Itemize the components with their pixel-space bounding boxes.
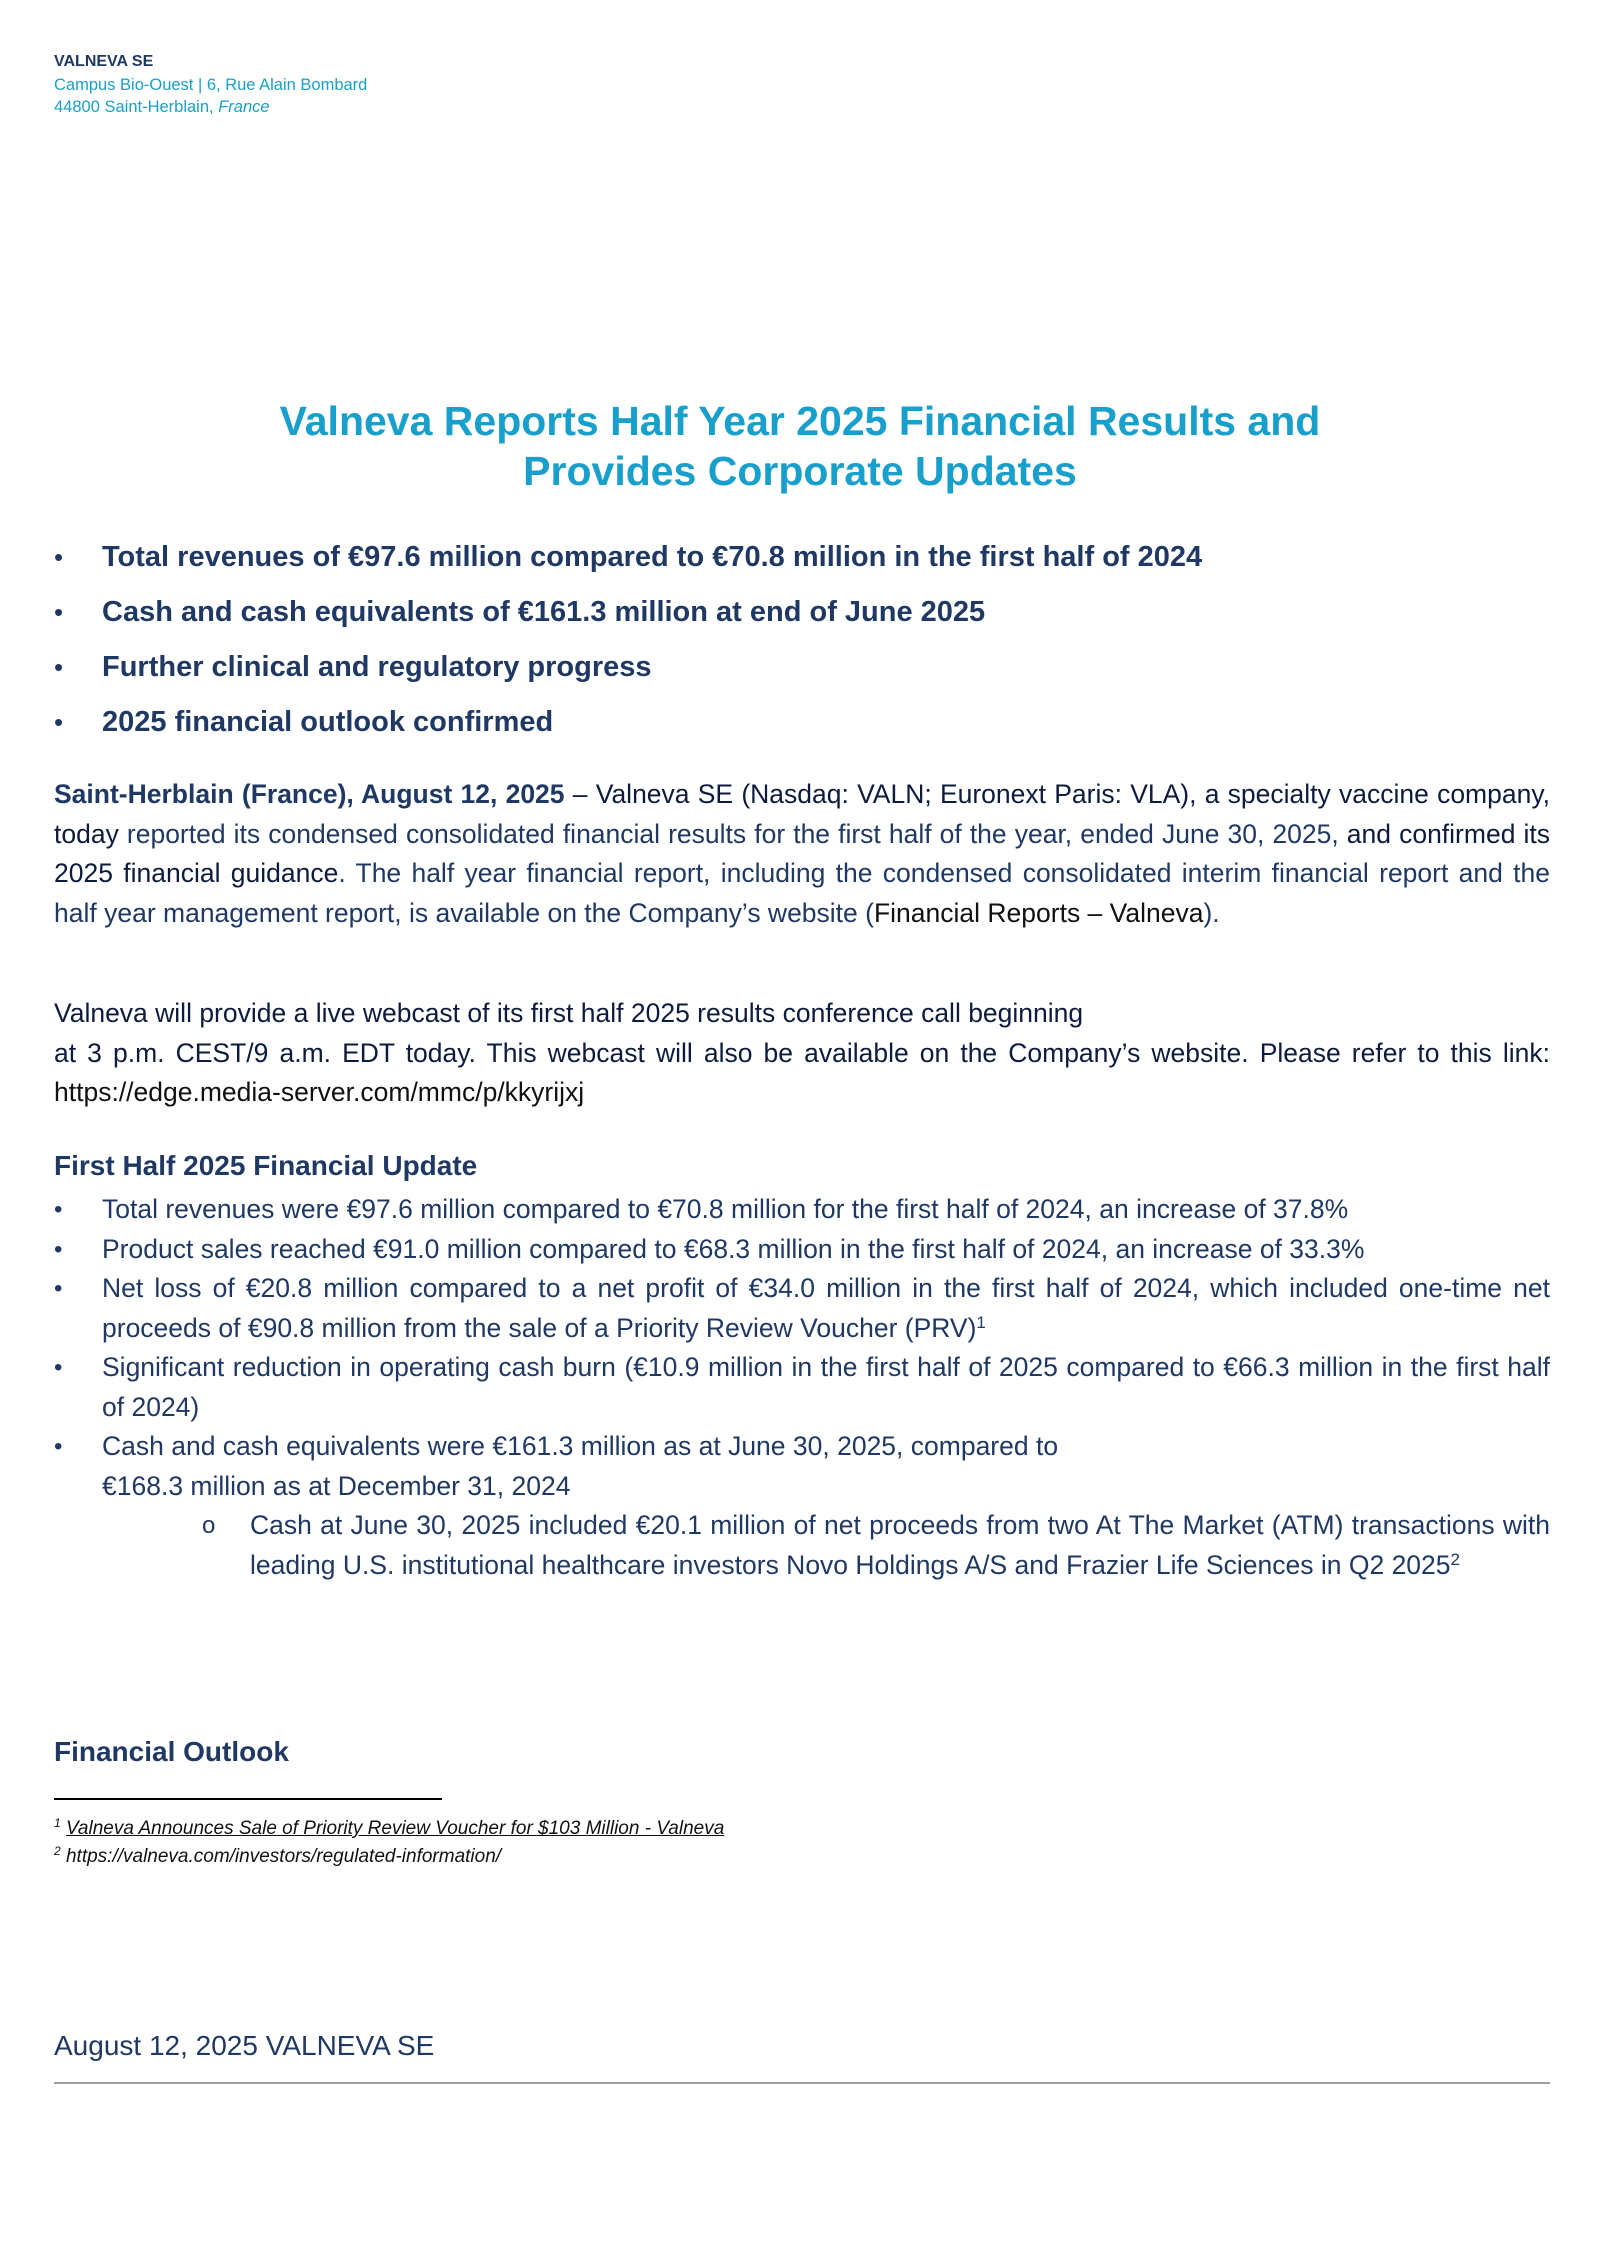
highlight-item: • Further clinical and regulatory progress [54, 640, 1554, 695]
address-line-2 [54, 98, 270, 117]
first-half-heading: First Half 2025 Financial Update [54, 1150, 478, 1181]
footnote-1: $^1$ Valneva Announces Sale of Priority Review Voucher for $103 Million - Valneva [54, 1816, 725, 1839]
bullet-icon: • [54, 1196, 63, 1223]
footnote-ref-1[interactable]: 1 [976, 1312, 986, 1332]
footer-divider [54, 2082, 1550, 2084]
page-title [0, 396, 1600, 496]
sub-bullet-icon: o [202, 1512, 216, 1539]
sub-list-item: o Cash at June 30, 2025 included €20.1 million of net proceeds from two At The Market (ATM) transactions with leading U.S. institutional healthcare investors Novo Holdings A/S and Frazier Life Sciences in Q2 2025$^2$ [202, 1506, 1550, 1585]
bullet-icon: • [54, 707, 64, 737]
webcast-paragraph: Valneva will provide a live webcast of its first half 2025 results conference call beginning at 3 p.m. CEST/9 a.m. EDT today. This webcast will also be available on the Company’s website. Please refer to this link: https://edge.media-server.com/mmc/p/kkyrijxj [54, 998, 1550, 1107]
footnote-2-text: https://valneva.com/investors/regulated-information/ [65, 1846, 502, 1867]
list-item: • Significant reduction in operating cash burn (€10.9 million in the first half of 2025 compared to €66.3 million in the first half of 2024) [54, 1348, 1550, 1427]
first-half-list [54, 1190, 1550, 1585]
address-line-1: Campus Bio-Ouest | 6, Rue Alain Bombard [54, 76, 368, 94]
footnote-1-link[interactable]: Valneva Announces Sale of Priority Review Voucher for $103 Million - Valneva [65, 1818, 725, 1839]
bullet-icon: • [54, 542, 64, 572]
highlight-item: • Total revenues of €97.6 million compared to €70.8 million in the first half of 2024 [54, 530, 1554, 585]
highlight-item: • 2025 financial outlook confirmed [54, 695, 1554, 750]
financial-outlook-heading: Financial Outlook [54, 1736, 289, 1767]
address-city: 44800 Saint-Herblain, [54, 98, 214, 116]
title-line-1: Valneva Reports Half Year 2025 Financial Results and [279, 398, 1321, 444]
footnote-divider [54, 1798, 442, 1800]
list-item: • Total revenues were €97.6 million compared to €70.8 million for the first half of 2024, an increase of 37.8% [54, 1190, 1550, 1230]
dateline: Saint-Herblain (France), August 12, 2025 [54, 779, 565, 809]
bullet-icon: • [54, 652, 64, 682]
list-item: • Net loss of €20.8 million compared to a net profit of €34.0 million in the first half of 2024, which included one-time net proceeds of €90.8 million from the sale of a Priority Review Voucher (PRV)$^1$ [54, 1269, 1550, 1348]
address-country: France [218, 98, 270, 116]
footnote-ref-2[interactable]: 2 [1450, 1549, 1460, 1569]
highlight-item: • Cash and cash equivalents of €161.3 million at end of June 2025 [54, 585, 1554, 640]
list-item: • Cash and cash equivalents were €161.3 million as at June 30, 2025, compared to €168.3 million as at December 31, 2024 [54, 1427, 1550, 1506]
bullet-icon: • [54, 1235, 63, 1263]
title-line-2: Provides Corporate Updates [523, 448, 1077, 494]
bullet-icon: • [54, 1433, 63, 1460]
intro-paragraph: Saint-Herblain (France), August 12, 2025 – Valneva SE (Nasdaq: VALN; Euronext Paris: VLA), a specialty vaccine company, today reported its condensed consolidated financial results for the first half of the year, ended June 30, 2025, and confirmed its 2025 financial guidance. The half year financial report, including the condensed consolidated interim financial report and the half year management report, is available on the Company’s website (Financial Reports – Valneva). [54, 779, 1550, 928]
page-footer: August 12, 2025 VALNEVA SE [54, 2030, 435, 2061]
list-item: • Product sales reached €91.0 million compared to €68.3 million in the first half of 2024, an increase of 33.3% [54, 1230, 1550, 1270]
bullet-icon: • [54, 1354, 63, 1381]
financial-reports-link[interactable]: Financial Reports – Valneva [873, 897, 1204, 928]
webcast-link[interactable]: https://edge.media-server.com/mmc/p/kkyrijxj [54, 1077, 585, 1107]
footnote-2: $^2$ https://valneva.com/investors/regulated-information/ [54, 1844, 502, 1867]
bullet-icon: • [54, 597, 64, 627]
company-name: VALNEVA SE [54, 53, 154, 70]
highlights-list [54, 530, 1554, 750]
bullet-icon: • [54, 1275, 63, 1302]
